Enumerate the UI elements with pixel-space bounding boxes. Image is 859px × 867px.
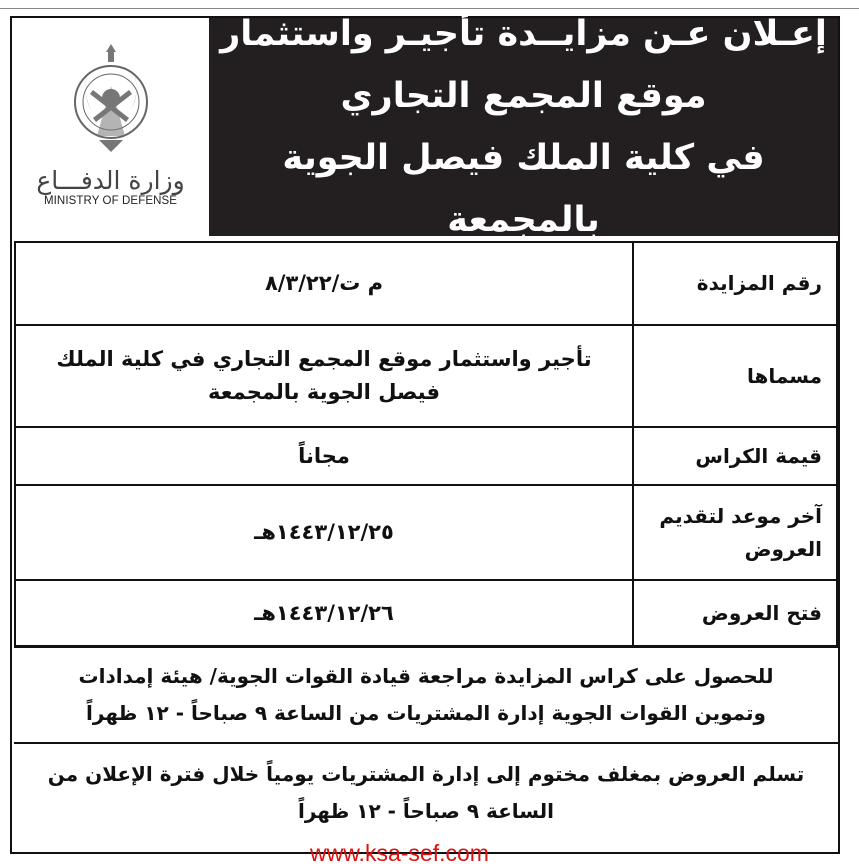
announcement-title-banner bbox=[209, 14, 838, 240]
auction-title-value: تأجير واستثمار موقع المجمع التجاري في كلية الملك فيصل الجوية بالمجمعة bbox=[15, 325, 633, 427]
auction-details-table bbox=[14, 241, 838, 647]
table-row bbox=[15, 580, 837, 646]
ministry-name-arabic: وزارة الدفـــاع bbox=[36, 166, 185, 195]
auction-number-value: م ت/٨/٣/٢٢ bbox=[15, 242, 633, 325]
ministry-logo-block bbox=[12, 18, 209, 236]
booklet-price-value: مجاناً bbox=[15, 427, 633, 485]
source-watermark: www.ksa-sef.com bbox=[310, 840, 489, 866]
table-row bbox=[15, 485, 837, 580]
bid-submission-note: تسلم العروض بمغلف مختوم إلى إدارة المشتريات يومياً خلال فترة الإعلان من الساعة ٩ صباحاً - ١٢ ظهراً bbox=[14, 742, 838, 838]
title-line-1: إعـلان عـن مزايــدة تأجيـر واستثمار bbox=[220, 14, 827, 54]
ministry-name-english: MINISTRY OF DEFENSE bbox=[43, 195, 178, 207]
submission-deadline-value: ١٤٤٣/١٢/٢٥هـ bbox=[15, 485, 633, 580]
table-row bbox=[15, 325, 837, 427]
booklet-price-label: قيمة الكراس bbox=[633, 427, 837, 485]
submission-deadline-label: آخر موعد لتقديم العروض bbox=[633, 485, 837, 580]
bids-opening-label: فتح العروض bbox=[633, 580, 837, 646]
table-row bbox=[15, 242, 837, 325]
bids-opening-value: ١٤٤٣/١٢/٢٦هـ bbox=[15, 580, 633, 646]
ministry-emblem-icon bbox=[61, 40, 161, 158]
auction-title-label: مسماها bbox=[633, 325, 837, 427]
title-line-2: موقع المجمع التجاري bbox=[340, 76, 707, 116]
table-row bbox=[15, 427, 837, 485]
title-line-3: في كلية الملك فيصل الجوية بالمجمعة bbox=[282, 138, 765, 240]
auction-number-label: رقم المزايدة bbox=[633, 242, 837, 325]
booklet-obtain-note: للحصول على كراس المزايدة مراجعة قيادة القوات الجوية/ هيئة إمدادات وتموين القوات الجوية إدارة المشتريات من الساعة ٩ صباحاً - ١٢ ظهراً bbox=[14, 646, 838, 742]
